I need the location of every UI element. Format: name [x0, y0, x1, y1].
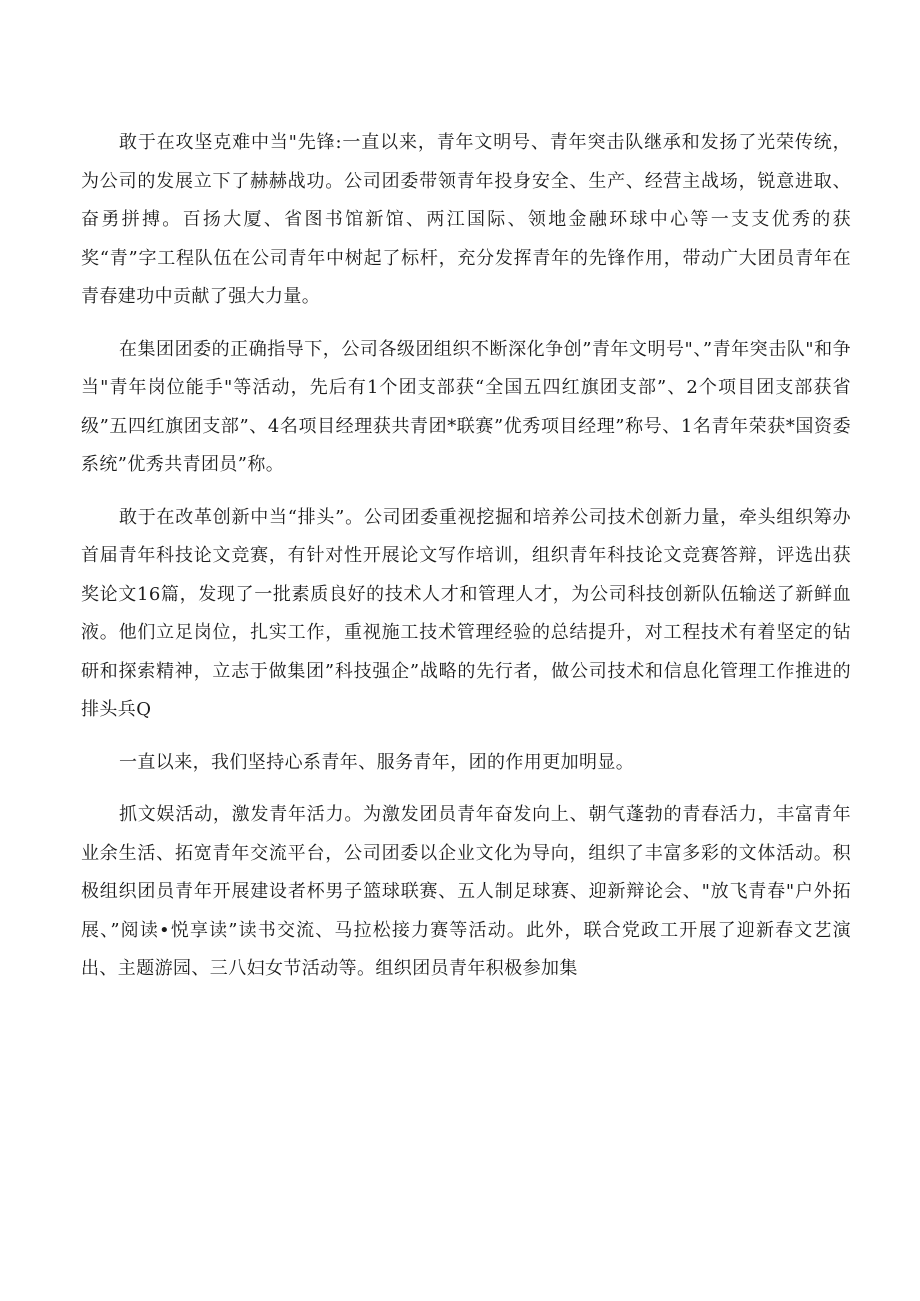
- paragraph-innovation: 敢于在改革创新中当“排头”。公司团委重视挖掘和培养公司技术创新力量，牵头组织筹办首届青年科技论文竞赛，有针对性开展论文写作培训，组织青年科技论文竞赛答辩，评选出获奖论文16篇，发现了一批素质良好的技术人才和管理人才，为公司科技创新队伍输送了新鲜血液。他们立足岗位，扎实工作，重视施工技术管理经验的总结提升，对工程技术有着坚定的钻研和探索精神，立志于做集团”科技强企”战略的先行者，做公司技术和信息化管理工作推进的排头兵Q: [81, 506, 851, 720]
- paragraph-honors: 在集团团委的正确指导下，公司各级团组织不断深化争创”青年文明号"、”青年突击队"和争当"青年岗位能手"等活动，先后有1个团支部获“全国五四红旗团支部”、2个项目团支部获省级”五四红旗团支部”、4名项目经理获共青团*联赛”优秀项目经理”称号、1名青年荣获*国资委系统”优秀共青团员”称。: [81, 338, 851, 475]
- paragraph-service: 一直以来，我们坚持心系青年、服务青年，团的作用更加明显。: [119, 751, 635, 773]
- paragraph-vanguard: 敢于在攻坚克难中当"先锋:一直以来，青年文明号、青年突击队继承和发扬了光荣传统，为公司的发展立下了赫赫战功。公司团委带领青年投身安全、生产、经营主战场，锐意进取、奋勇拼搏。百扬大厦、省图书馆新馆、两江国际、领地金融环球中心等一支支优秀的获奖“青”字工程队伍在公司青年中树起了标杆，充分发挥青年的先锋作用，带动广大团员青年在青春建功中贡献了强大力量。: [81, 132, 851, 307]
- document-body: [81, 124, 851, 1003]
- paragraph-cultural-activities: 抓文娱活动，激发青年活力。为激发团员青年奋发向上、朝气蓬勃的青春活力，丰富青年业余生活、拓宽青年交流平台，公司团委以企业文化为导向，组织了丰富多彩的文体活动。积极组织团员青年开展建设者杯男子篮球联赛、五人制足球赛、迎新辩论会、"放飞青春"户外拓展、”阅读•悦享读”读书交流、马拉松接力赛等活动。此外，联合党政工开展了迎新春文艺演出、主题游园、三八妇女节活动等。组织团员青年积极参加集: [81, 804, 851, 979]
